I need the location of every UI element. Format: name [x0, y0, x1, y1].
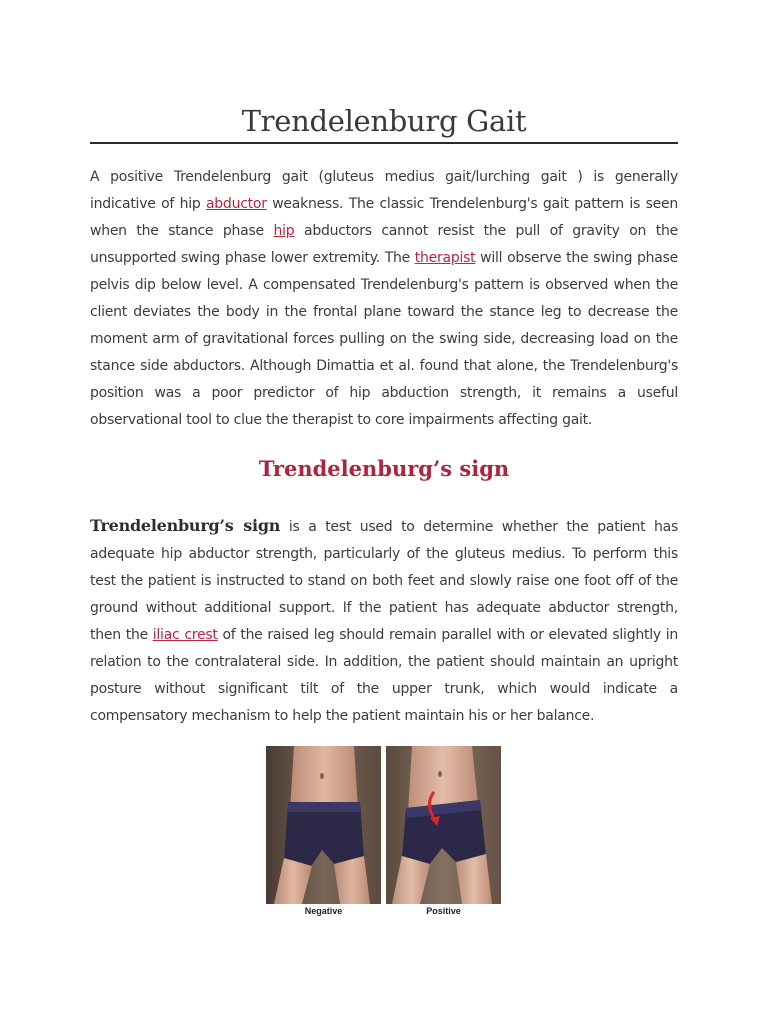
trendelenburg-figure — [266, 746, 502, 922]
sign-text-2: of the raised leg should remain parallel with or elevated slightly in relation to the contralateral side. In addition, the patient should maintain an upright posture without significant tilt of the upper trunk, which would indicate a compensatory mechanism to help the patient maintain his or her balance. — [90, 627, 678, 724]
sign-paragraph — [90, 512, 678, 730]
section-heading: Trendelenburg’s sign — [258, 456, 510, 481]
intro-paragraph — [90, 164, 678, 434]
link-hip[interactable]: hip — [273, 223, 295, 239]
caption-negative: Negative — [304, 906, 343, 916]
caption-positive: Positive — [426, 906, 461, 916]
link-therapist[interactable]: therapist — [414, 250, 476, 266]
link-abductor[interactable]: abductor — [205, 196, 267, 212]
intro-text-1: A positive Trendelenburg gait (gluteus medius gait/lurching gait ) is generally indicative of hip — [90, 169, 678, 212]
lead-term: Trendelenburg’s sign — [90, 516, 281, 535]
page-title: Trendelenburg Gait — [241, 104, 527, 138]
intro-text-3: abductors cannot resist the pull of gravity on the unsupported swing phase lower extremity. The — [90, 223, 678, 266]
negative-photo — [266, 746, 381, 904]
link-iliac-crest[interactable]: iliac crest — [152, 627, 218, 643]
positive-photo — [386, 746, 501, 904]
title-underline — [90, 142, 678, 144]
intro-text-4: will observe the swing phase pelvis dip below level. A compensated Trendelenburg's pattern is observed when the client deviates the body in the frontal plane toward the stance leg to decrease the moment arm of gravitational forces pulling on the swing side, decreasing load on the stance side abductors. Although Dimattia et al. found that alone, the Trendelenburg's position was a poor predictor of hip abduction strength, it remains a useful observational tool to clue the therapist to core impairments affecting gait. — [90, 250, 679, 428]
intro-text-2: weakness. The classic Trendelenburg's gait pattern is seen when the stance phase — [90, 196, 678, 239]
sign-text-1: is a test used to determine whether the patient has adequate hip abductor strength, particularly of the gluteus medius. To perform this test the patient is instructed to stand on both feet and slowly raise one foot off of the ground without additional support. If the patient has adequate abductor strength, then the — [90, 519, 678, 643]
